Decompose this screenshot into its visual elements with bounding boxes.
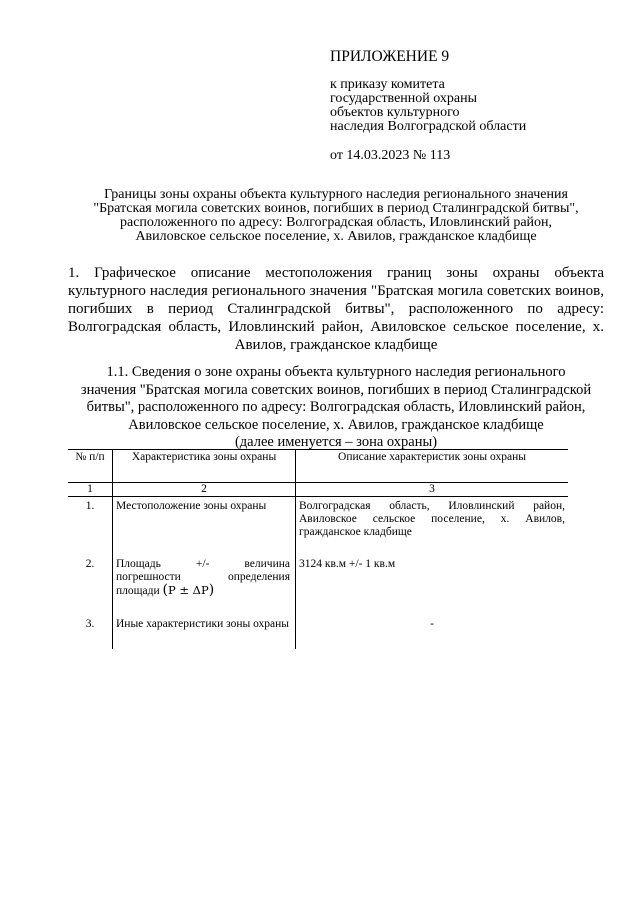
header-number: № п/п bbox=[68, 450, 113, 483]
appendix-line: объектов культурного bbox=[330, 105, 460, 120]
formula-text: P ± ΔP bbox=[167, 583, 209, 597]
section-1-1-title bbox=[62, 364, 610, 452]
section-1-title: 1. Графическое описание местоположения границ зоны охраны объекта культурного наследия регионального значения "Братская могила советских воинов, погибших в период Сталинградской битвы", расположенного по адресу: Волгоградская область, Иловлинский район, Авиловское сельское поселение, х. Авилов, гражданское кладбище bbox=[68, 265, 604, 353]
row-number: 3. bbox=[68, 615, 113, 649]
row-characteristic: Иные характеристики зоны охраны bbox=[113, 615, 296, 649]
zone-table bbox=[68, 449, 568, 649]
appendix-header bbox=[330, 50, 610, 163]
heading-line: Границы зоны охраны объекта культурного наследия регионального значения bbox=[104, 187, 568, 202]
table-row bbox=[68, 555, 568, 615]
section-line: Авиловское сельское поселение, х. Авилов, гражданское кладбище bbox=[128, 416, 544, 433]
row-characteristic: Местоположение зоны охраны bbox=[113, 497, 296, 556]
order-date: от 14.03.2023 № 113 bbox=[330, 148, 451, 163]
area-error-formula: (P ± ΔP) bbox=[162, 582, 215, 598]
row-description: Волгоградская область, Иловлинский район, Авиловское сельское поселение, х. Авилов, гражданское кладбище bbox=[299, 500, 565, 538]
section-line: (далее именуется – зона охраны) bbox=[234, 434, 438, 450]
appendix-line: государственной охраны bbox=[330, 91, 478, 106]
heading-line: "Братская могила советских воинов, погибших в период Сталинградской битвы", bbox=[93, 201, 579, 216]
table-header-row bbox=[68, 450, 568, 483]
section-line: битвы", расположенного по адресу: Волгоградская область, Иловлинский район, bbox=[86, 399, 586, 415]
appendix-line: к приказу комитета bbox=[330, 77, 445, 92]
column-number-row bbox=[68, 483, 568, 497]
appendix-line: наследия Волгоградской области bbox=[330, 119, 527, 134]
appendix-title: ПРИЛОЖЕНИЕ 9 bbox=[330, 48, 450, 65]
header-description: Описание характеристик зоны охраны bbox=[296, 450, 569, 483]
column-number: 2 bbox=[113, 483, 296, 497]
table-row bbox=[68, 615, 568, 649]
header-characteristic: Характеристика зоны охраны bbox=[113, 450, 296, 483]
row-number: 2. bbox=[68, 555, 113, 615]
row-number: 1. bbox=[68, 497, 113, 556]
row-characteristic bbox=[113, 555, 296, 615]
section-line: 1.1. Сведения о зоне охраны объекта культурного наследия регионального bbox=[106, 364, 566, 380]
heading-line: расположенного по адресу: Волгоградская область, Иловлинский район, bbox=[119, 215, 553, 230]
row-description: - bbox=[430, 618, 434, 630]
row-description: 3124 кв.м +/- 1 кв.м bbox=[299, 558, 396, 570]
column-number: 1 bbox=[68, 483, 113, 497]
table-row bbox=[68, 497, 568, 556]
heading-line: Авиловское сельское поселение, х. Авилов, гражданское кладбище bbox=[135, 229, 537, 244]
row-characteristic-text: Площадь +/- величина погрешности определения площади bbox=[116, 558, 290, 597]
section-line: значения "Братская могила советских воинов, погибших в период Сталинградской bbox=[80, 381, 592, 398]
column-number: 3 bbox=[296, 483, 569, 497]
document-heading bbox=[68, 188, 604, 244]
